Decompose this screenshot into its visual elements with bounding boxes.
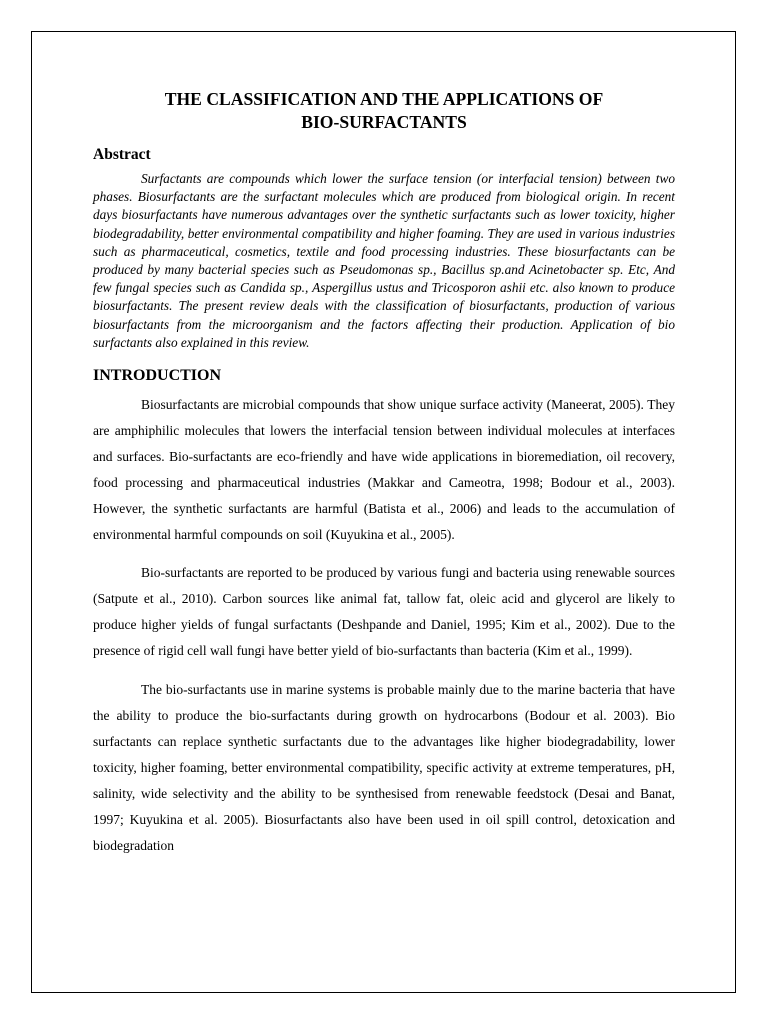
introduction-paragraph-2: Bio-surfactants are reported to be produced by various fungi and bacteria using renewable sources (Satpute et al., 2010). Carbon sources like animal fat, tallow fat, oleic acid and glycerol are likely to produce higher yields of fungal surfactants (Deshpande and Daniel, 1995; Kim et al., 2002). Due to the presence of rigid cell wall fungi have better yield of bio-surfactants than bacteria (Kim et al., 1999). [93,565,675,659]
introduction-paragraph-3: The bio-surfactants use in marine systems is probable mainly due to the marine bacteria that have the ability to produce the bio-surfactants during growth on hydrocarbons (Bodour et al. 2003). Bio surfactants can replace synthetic surfactants due to the advantages like higher biodegradability, lower toxicity, higher foaming, better environmental compatibility, specific activity at extreme temperatures, pH, salinity, wide selectivity and the ability to be synthesised from renewable feedstock (Desai and Banat, 1997; Kuyukina et al. 2005). Biosurfactants also have been used in oil spill control, detoxication and biodegradation [93,682,675,853]
title-line-2: BIO-SURFACTANTS [301,112,467,132]
introduction-heading: INTRODUCTION [93,367,222,385]
abstract-heading: Abstract [93,146,151,163]
document-body [93,88,675,858]
title-line-1: THE CLASSIFICATION AND THE APPLICATIONS OF [164,89,604,109]
introduction-paragraph-1: Biosurfactants are microbial compounds that show unique surface activity (Maneerat, 2005). They are amphiphilic molecules that lowers the interfacial tension between individual molecules at interfaces and surfaces. Bio-surfactants are eco-friendly and have wide applications in bioremediation, oil recovery, food processing and pharmaceutical industries (Makkar and Cameotra, 1998; Bodour et al., 2003). However, the synthetic surfactants are harmful (Batista et al., 2006) and leads to the accumulation of environmental harmful compounds on soil (Kuyukina et al., 2005). [93,397,675,542]
document-title [93,88,675,134]
abstract-text: Surfactants are compounds which lower the surface tension (or interfacial tension) between two phases. Biosurfactants are the surfactant molecules which are produced from biological origin. In recent days biosurfactants have numerous advantages over the synthetic surfactants such as lower toxicity, higher biodegradability, better environmental compatibility and higher foaming. They are used in various industries such as pharmaceutical, cosmetics, textile and food processing industries. These biosurfactants can be produced by many bacterial species such as Pseudomonas sp., Bacillus sp.and Acinetobacter sp. Etc, And few fungal species such as Candida sp., Aspergillus ustus and Tricosporon ashii etc. also known to produce biosurfactants. The present review deals with the classification of biosurfactants, production of various biosurfactants from the microorganism and the factors affecting their production. Application of bio surfactants also explained in this review. [93,171,675,350]
